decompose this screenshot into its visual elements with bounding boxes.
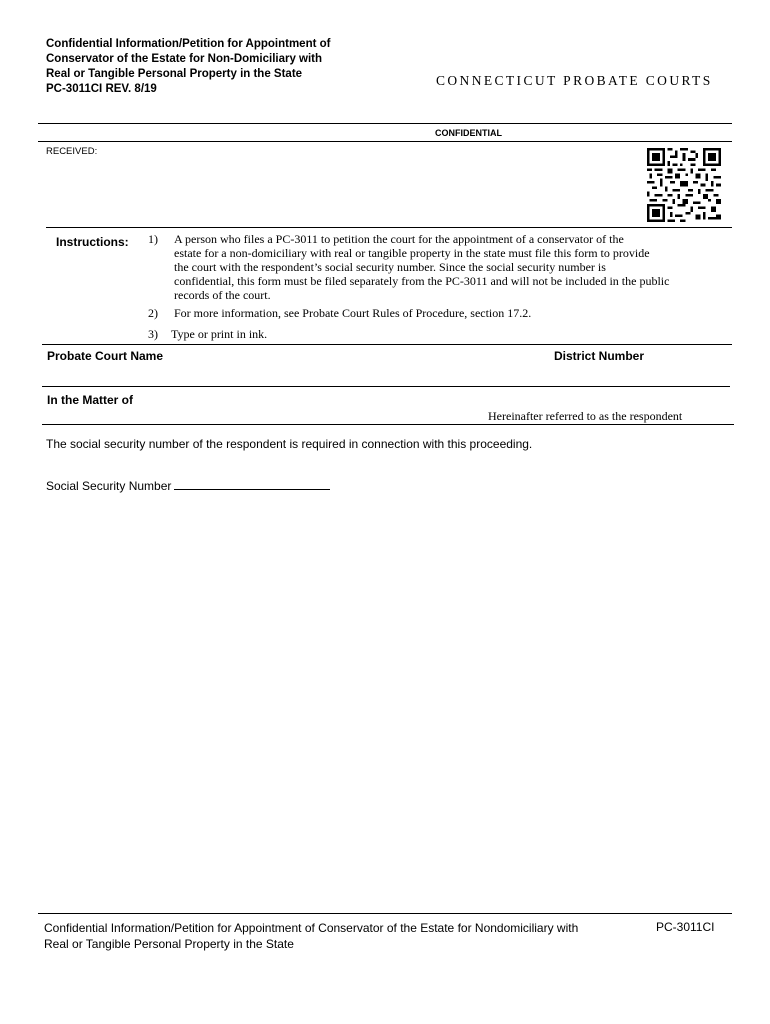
- received-stamp-label: RECEIVED:: [46, 146, 98, 157]
- ssn-field[interactable]: [46, 477, 330, 493]
- footer-divider: [38, 913, 732, 914]
- instruction-item: [174, 306, 531, 320]
- instruction-number: 1): [148, 232, 158, 246]
- respondent-designation: Hereinafter referred to as the respondent: [488, 409, 683, 423]
- instruction-line: records of the court.: [174, 288, 271, 302]
- district-number-label: District Number: [554, 349, 645, 363]
- form-title: [46, 37, 376, 97]
- instruction-item: [174, 232, 669, 302]
- instruction-number: 2): [148, 306, 158, 320]
- footer-title-line: Confidential Information/Petition for Appointment of Conservator of the Estate for Nondomiciliary with: [44, 921, 579, 935]
- form-title-line: Confidential Information/Petition for Appointment of: [46, 38, 331, 50]
- respondent-divider: [42, 424, 734, 425]
- instructions-label: Instructions:: [56, 235, 129, 249]
- instruction-line: estate for a non-domiciliary with real or tangible property in the state must file this form to provide: [174, 246, 650, 260]
- footer-title-line: Real or Tangible Personal Property in the State: [44, 937, 294, 951]
- form-title-line: Real or Tangible Personal Property in the State: [46, 68, 303, 80]
- qr-code-icon: [647, 148, 721, 222]
- in-the-matter-of-label: In the Matter of: [47, 393, 133, 407]
- instruction-number: 3): [148, 327, 158, 341]
- ssn-requirement-statement: The social security number of the respondent is required in connection with this proceeding.: [46, 437, 533, 451]
- matter-section-divider: [42, 386, 730, 387]
- instructions-top-divider: [46, 227, 732, 228]
- instruction-line: A person who files a PC-3011 to petition the court for the appointment of a conservator of the: [174, 232, 624, 246]
- instruction-item: [171, 327, 267, 341]
- form-title-line: Conservator of the Estate for Non-Domiciliary with: [46, 53, 323, 65]
- footer-form-code: PC-3011CI: [656, 920, 715, 934]
- instruction-line: Type or print in ink.: [171, 327, 268, 341]
- instruction-line: the court with the respondent’s social security number. Since the social security number is: [174, 260, 606, 274]
- probate-court-name-label: Probate Court Name: [47, 349, 164, 363]
- court-name-header: CONNECTICUT PROBATE COURTS: [436, 73, 713, 88]
- ssn-label: Social Security Number: [46, 479, 172, 493]
- ssn-input-line[interactable]: [174, 477, 330, 490]
- court-section-divider: [42, 344, 732, 345]
- footer-form-title: [44, 920, 624, 952]
- form-number-revision: PC-3011CI REV. 8/19: [46, 83, 157, 95]
- instruction-line: For more information, see Probate Court Rules of Procedure, section 17.2.: [174, 306, 532, 320]
- instruction-line: confidential, this form must be filed separately from the PC-3011 and will not be included in the public: [174, 274, 670, 288]
- confidential-label: CONFIDENTIAL: [435, 128, 502, 138]
- header-divider: [38, 123, 732, 124]
- confidential-divider: [38, 141, 732, 142]
